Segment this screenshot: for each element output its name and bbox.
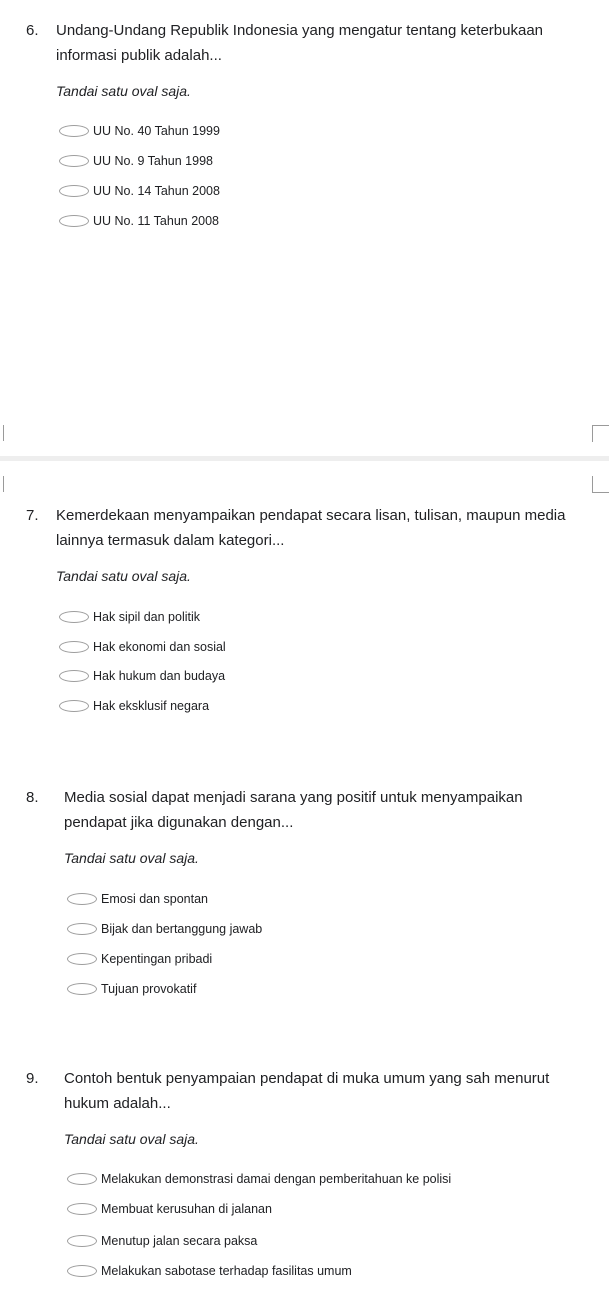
option-radio[interactable] — [67, 1169, 451, 1189]
option-radio[interactable] — [67, 1261, 352, 1281]
page-corner-mark-left-bottom — [0, 476, 4, 492]
option-radio[interactable] — [59, 637, 226, 657]
question-number: 7. — [26, 507, 39, 524]
option-label: Menutup jalan secara paksa — [101, 1234, 258, 1248]
option-radio[interactable] — [59, 696, 209, 716]
oval-radio-icon[interactable] — [67, 983, 97, 995]
oval-radio-icon[interactable] — [59, 700, 89, 712]
option-radio[interactable] — [67, 889, 208, 909]
question-number: 9. — [26, 1070, 39, 1087]
question-text-line1: Kemerdekaan menyampaikan pendapat secara lisan, tulisan, maupun media — [56, 507, 566, 524]
option-label: UU No. 9 Tahun 1998 — [93, 154, 213, 168]
option-label: Emosi dan spontan — [101, 892, 209, 906]
question-text-line2: lainnya termasuk dalam kategori... — [56, 532, 285, 549]
option-radio[interactable] — [67, 1231, 257, 1251]
question-text-line1: Undang-Undang Republik Indonesia yang mengatur tentang keterbukaan — [56, 22, 544, 39]
option-label: UU No. 40 Tahun 1999 — [93, 124, 220, 138]
oval-radio-icon[interactable] — [67, 923, 97, 935]
instruction-text: Tandai satu oval saja. — [56, 83, 191, 99]
option-radio[interactable] — [59, 151, 213, 171]
option-radio[interactable] — [67, 1199, 272, 1219]
oval-radio-icon[interactable] — [59, 215, 89, 227]
option-label: Membuat kerusuhan di jalanan — [101, 1202, 272, 1216]
option-label: Hak sipil dan politik — [93, 610, 200, 624]
oval-radio-icon[interactable] — [59, 670, 89, 682]
oval-radio-icon[interactable] — [59, 125, 89, 137]
oval-radio-icon[interactable] — [67, 1235, 97, 1247]
option-radio[interactable] — [67, 919, 262, 939]
question-text-line2: informasi publik adalah... — [56, 47, 222, 64]
option-radio[interactable] — [59, 607, 200, 627]
option-radio[interactable] — [59, 121, 220, 141]
oval-radio-icon[interactable] — [59, 641, 89, 653]
question-text-line1: Contoh bentuk penyampaian pendapat di muka umum yang sah menurut — [64, 1070, 550, 1087]
oval-radio-icon[interactable] — [67, 953, 97, 965]
question-text-line2: pendapat jika digunakan dengan... — [64, 814, 294, 831]
option-radio[interactable] — [67, 949, 212, 969]
page-corner-mark-left-top — [0, 425, 4, 441]
instruction-text: Tandai satu oval saja. — [64, 850, 199, 866]
instruction-text: Tandai satu oval saja. — [56, 568, 191, 584]
oval-radio-icon[interactable] — [59, 155, 89, 167]
option-label: Melakukan sabotase terhadap fasilitas umum — [101, 1264, 352, 1278]
option-label: Bijak dan bertanggung jawab — [101, 922, 263, 936]
oval-radio-icon[interactable] — [59, 185, 89, 197]
question-text-line1: Media sosial dapat menjadi sarana yang positif untuk menyampaikan — [64, 789, 523, 806]
question-text-line2: hukum adalah... — [64, 1095, 171, 1112]
option-label: Melakukan demonstrasi damai dengan pemberitahuan ke polisi — [101, 1172, 452, 1186]
option-radio[interactable] — [59, 666, 225, 686]
option-radio[interactable] — [67, 979, 196, 999]
option-label: Hak ekonomi dan sosial — [93, 640, 226, 654]
question-number: 8. — [26, 789, 39, 806]
page-corner-mark-right-bottom — [592, 476, 609, 493]
oval-radio-icon[interactable] — [59, 611, 89, 623]
page-corner-mark-right-top — [592, 425, 609, 442]
option-label: Tujuan provokatif — [101, 982, 197, 996]
oval-radio-icon[interactable] — [67, 1203, 97, 1215]
option-label: UU No. 11 Tahun 2008 — [93, 214, 220, 228]
option-radio[interactable] — [59, 211, 219, 231]
option-label: UU No. 14 Tahun 2008 — [93, 184, 220, 198]
instruction-text: Tandai satu oval saja. — [64, 1131, 199, 1147]
option-label: Hak hukum dan budaya — [93, 669, 226, 683]
option-radio[interactable] — [59, 181, 220, 201]
question-number: 6. — [26, 22, 39, 39]
oval-radio-icon[interactable] — [67, 1173, 97, 1185]
oval-radio-icon[interactable] — [67, 893, 97, 905]
option-label: Kepentingan pribadi — [101, 952, 213, 966]
oval-radio-icon[interactable] — [67, 1265, 97, 1277]
page-divider — [0, 456, 609, 461]
option-label: Hak eksklusif negara — [93, 699, 210, 713]
